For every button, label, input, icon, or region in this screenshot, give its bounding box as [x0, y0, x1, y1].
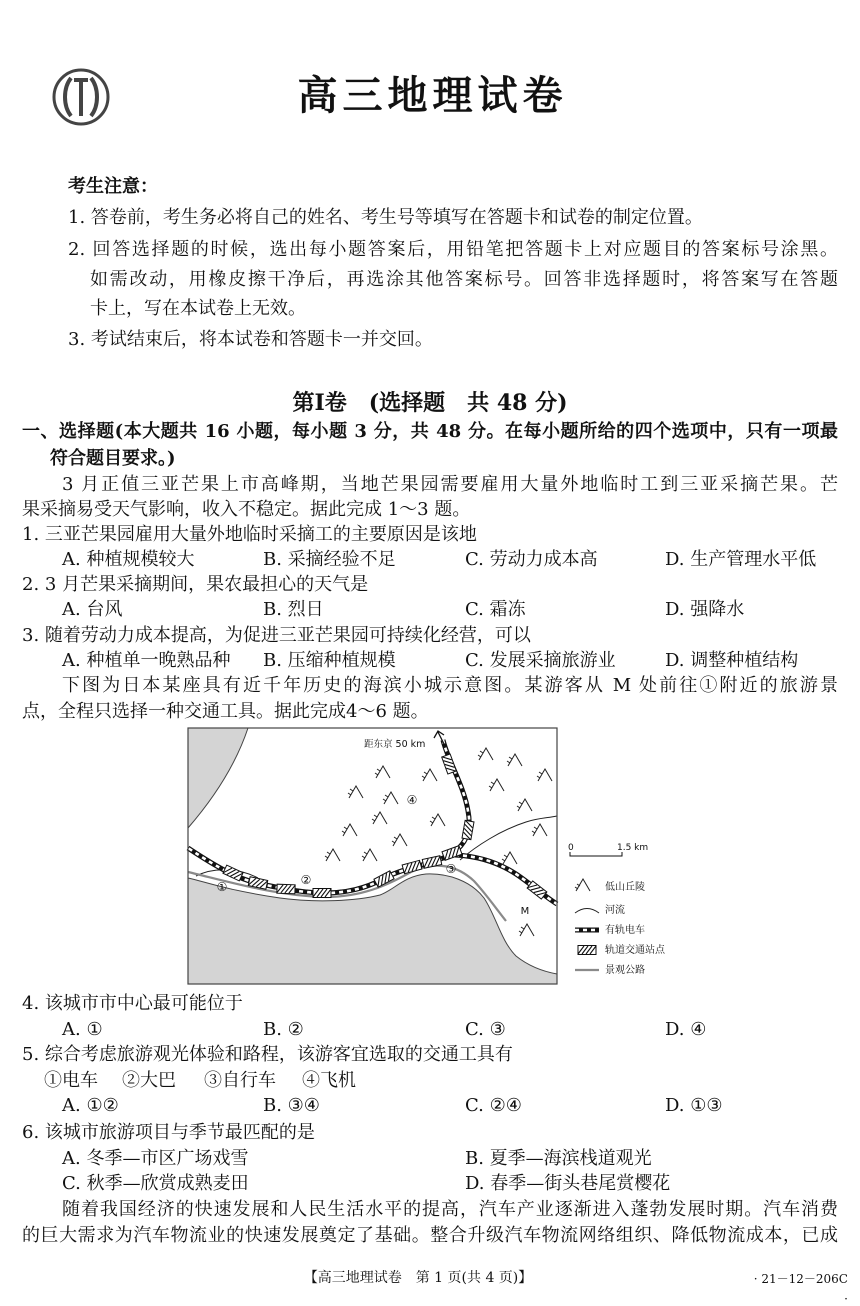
- legend-station-icon: [578, 946, 596, 955]
- footer-code: · 21－12－206C ·: [753, 1272, 848, 1306]
- map-legend: [575, 879, 666, 976]
- question-5-choice-4: ④飞机: [302, 1070, 356, 1091]
- notice-item-1: 1. 答卷前，考生务必将自己的姓名、考生号等填写在答题卡和试卷的制定位置。: [68, 207, 703, 228]
- group-1-intro-line-2: 果采摘易受天气影响，收入不稳定。据此完成 1～3 题。: [22, 499, 471, 520]
- question-4-option-b: B. ②: [263, 1019, 304, 1040]
- question-6-stem: 6. 该城市旅游项目与季节最匹配的是: [22, 1122, 315, 1143]
- site-label-2: ②: [300, 873, 312, 887]
- question-5-option-c: C. ②④: [465, 1095, 522, 1116]
- question-1-option-d: D. 生产管理水平低: [665, 549, 817, 570]
- legend-label-hill: 低山丘陵: [605, 882, 645, 893]
- question-1-stem: 1. 三亚芒果园雇用大量外地临时采摘工的主要原因是该地: [22, 524, 477, 545]
- question-4-stem: 4. 该城市市中心最可能位于: [22, 993, 243, 1014]
- question-3-option-c: C. 发展采摘旅游业: [465, 650, 616, 671]
- question-5-choice-3: ③自行车: [204, 1070, 276, 1091]
- question-3-option-b: B. 压缩种植规模: [263, 650, 396, 671]
- footer-page-label: 【高三地理试卷 第 1 页(共 4 页)】: [303, 1270, 533, 1286]
- question-5-choice-1: ①电车: [44, 1070, 98, 1091]
- notice-item-2-line-3: 卡上，写在本试卷上无效。: [90, 298, 306, 319]
- legend-label-river: 河流: [605, 905, 625, 916]
- notice-item-2-line-1: 2. 回答选择题的时候，选出每小题答案后，用铅笔把答题卡上对应题目的答案标号涂黑。: [68, 239, 838, 260]
- scale-start: 0: [568, 843, 574, 853]
- section-heading-line-1: 一、选择题(本大题共 16 小题，每小题 3 分，共 48 分。在每小题所给的四个选项中，只有一项最: [22, 421, 838, 442]
- site-label-m: M: [520, 906, 530, 917]
- question-5-option-b: B. ③④: [263, 1095, 320, 1116]
- question-6-option-b: B. 夏季—海滨栈道观光: [465, 1148, 652, 1169]
- question-1-option-c: C. 劳动力成本高: [465, 549, 598, 570]
- question-3-option-a: A. 种植单一晚熟品种: [62, 650, 231, 671]
- legend-label-station: 轨道交通站点: [605, 945, 665, 956]
- scale-bar: [568, 843, 648, 856]
- page-title: 高三地理试卷: [297, 72, 568, 119]
- passage-line-1: 随着我国经济的快速发展和人民生活水平的提高，汽车产业逐渐进入蓬勃发展时期。汽车消费: [62, 1199, 838, 1220]
- question-5-option-a: A. ①②: [62, 1095, 119, 1116]
- legend-label-tram: 有轨电车: [605, 925, 645, 936]
- question-6-option-c: C. 秋季—欣赏成熟麦田: [62, 1173, 249, 1194]
- question-2-option-d: D. 强降水: [665, 599, 745, 620]
- question-2-stem: 2. 3 月芒果采摘期间，果农最担心的天气是: [22, 574, 369, 595]
- notice-item-3: 3. 考试结束后，将本试卷和答题卡一并交回。: [68, 329, 433, 350]
- question-3-stem: 3. 随着劳动力成本提高，为促进三亚芒果园可持续化经营，可以: [22, 625, 531, 646]
- site-label-1: ①: [216, 880, 228, 894]
- station-icon: [578, 946, 596, 955]
- question-6-option-d: D. 春季—街头巷尾赏樱花: [465, 1173, 671, 1194]
- scale-end: 1.5 km: [617, 843, 649, 853]
- question-5-choice-2: ②大巴: [122, 1070, 176, 1091]
- site-label-3: ③: [445, 862, 457, 876]
- part-title: 第Ⅰ卷 (选择题 共 48 分): [292, 390, 568, 416]
- question-5-stem: 5. 综合考虑旅游观光体验和路程，该游客宜选取的交通工具有: [22, 1044, 513, 1065]
- question-4-option-d: D. ④: [665, 1019, 707, 1040]
- question-1-option-b: B. 采摘经验不足: [263, 549, 396, 570]
- question-2-option-a: A. 台风: [62, 599, 123, 620]
- legend-label-road: 景观公路: [605, 965, 645, 976]
- station-icon: [313, 889, 331, 898]
- passage-line-2: 的巨大需求为汽车物流业的快速发展奠定了基础。整合升级汽车物流网络组织、降低物流成本，已成: [22, 1225, 838, 1246]
- site-label-4: ④: [406, 793, 418, 807]
- question-2-option-c: C. 霜冻: [465, 599, 526, 620]
- legend-hill-icon: [575, 879, 590, 891]
- question-4-option-a: A. ①: [62, 1019, 103, 1040]
- notice-heading: 考生注意：: [68, 176, 158, 197]
- distance-label: 距东京 50 km: [364, 739, 426, 750]
- question-2-option-b: B. 烈日: [263, 599, 324, 620]
- question-5-option-d: D. ①③: [665, 1095, 723, 1116]
- group-2-intro-line-1: 下图为日本某座具有近千年历史的海滨小城示意图。某游客从 M 处前往①附近的旅游景: [62, 675, 838, 696]
- city-map: [186, 726, 696, 988]
- notice-item-2-line-2: 如需改动，用橡皮擦干净后，再选涂其他答案标号。回答非选择题时，将答案写在答题: [90, 269, 838, 290]
- group-2-intro-line-2: 点，全程只选择一种交通工具。据此完成4～6 题。: [22, 701, 429, 722]
- legend-river-icon: [575, 909, 599, 914]
- section-heading-line-2: 符合题目要求。): [50, 448, 176, 469]
- question-1-option-a: A. 种植规模较大: [62, 549, 195, 570]
- group-1-intro-line-1: 3 月正值三亚芒果上市高峰期，当地芒果园需要雇用大量外地临时工到三亚采摘芒果。芒: [62, 474, 838, 495]
- question-3-option-d: D. 调整种植结构: [665, 650, 799, 671]
- station-icon: [277, 884, 295, 894]
- question-6-option-a: A. 冬季—市区广场戏雪: [62, 1148, 249, 1169]
- question-4-option-c: C. ③: [465, 1019, 506, 1040]
